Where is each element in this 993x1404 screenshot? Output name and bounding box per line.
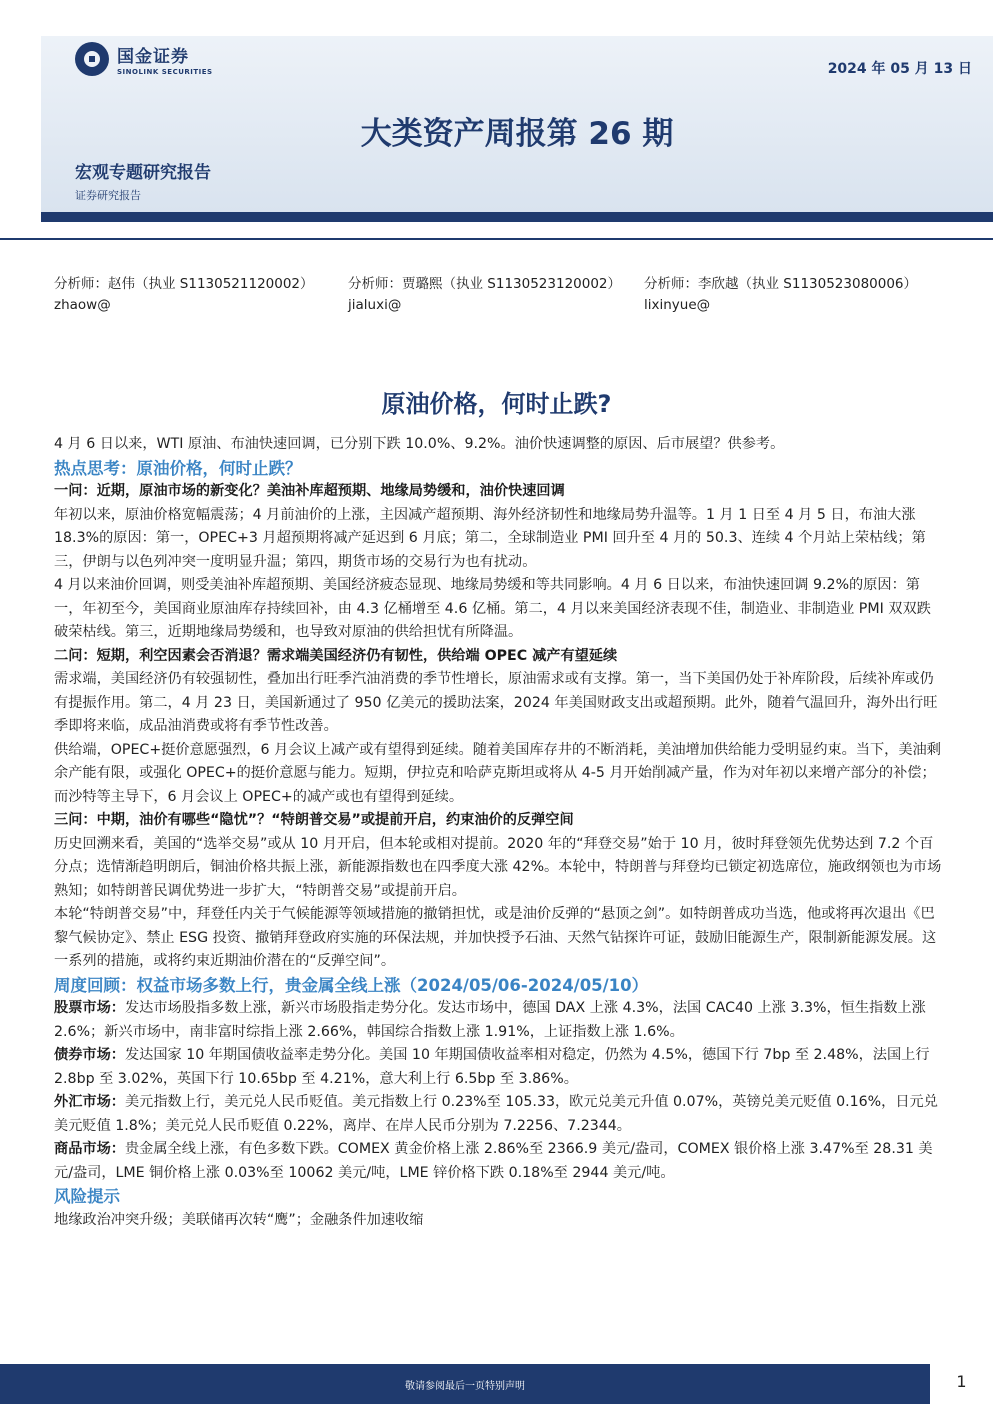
analyst-3 bbox=[644, 274, 917, 316]
analyst-email[interactable]: zhaow@ bbox=[54, 297, 111, 313]
document-type: 证券研究报告 bbox=[75, 189, 141, 202]
footer-disclaimer: 敬请参阅最后一页特别声明 bbox=[405, 1381, 525, 1392]
commodity-market-label: 商品市场： bbox=[54, 1141, 125, 1157]
fx-market-label: 外汇市场： bbox=[54, 1094, 125, 1110]
analyst-2 bbox=[348, 274, 621, 316]
bond-market-paragraph bbox=[54, 1044, 944, 1091]
analyst-name: 分析师：李欣越（执业 S1130523080006） bbox=[644, 276, 918, 292]
bond-market-label: 债券市场： bbox=[54, 1047, 125, 1063]
report-date: 2024 年 05 月 13 日 bbox=[827, 61, 972, 77]
question-2-paragraph-2: 供给端，OPEC+挺价意愿强烈，6 月会议上减产或有望得到延续。随着美国库存井的不断消耗，美油增加供给能力受明显约束。当下，美油剩余产能有限，或强化 OPEC+的挺价意愿与能力。短期，伊拉克和哈萨克斯坦或将从 4-5 月开始削减产量，作为对年初以来增产部分的补偿；而沙特等主导下，6 月会议上 OPEC+的减产或也有望得到延续。 bbox=[54, 741, 941, 805]
hot-topic-heading: 热点思考：原油价格，何时止跌？ bbox=[54, 458, 302, 478]
report-subtitle: 宏观专题研究报告 bbox=[75, 163, 211, 183]
header-panel bbox=[41, 36, 993, 212]
analyst-name: 分析师：赵伟（执业 S1130521120002） bbox=[54, 276, 314, 292]
risk-heading: 风险提示 bbox=[54, 1187, 120, 1206]
commodity-market-text: 贵金属全线上涨，有色多数下跌。COMEX 黄金价格上涨 2.86%至 2366.9 美元/盎司，COMEX 银价格上涨 3.47%至 28.31 美元/盎司，LME 铜价格上涨 0.03%至 10062 美元/吨，LME 锌价格下跌 0.18%至 2944 美元/吨。 bbox=[54, 1141, 933, 1181]
page-number: 1 bbox=[956, 1372, 967, 1391]
question-1-paragraph-2: 4 月以来油价回调，则受美油补库超预期、美国经济疲态显现、地缘局势缓和等共同影响。4 月 6 日以来，布油快速回调 9.2%的原因：第一，年初至今，美国商业原油库存持续回补，由 4.3 亿桶增至 4.6 亿桶。第二，4 月以来美国经济表现不佳，制造业、非制造业 PMI 双双跌破荣枯线。第三，近期地缘局势缓和，也导致对原油的供给担忧有所降温。 bbox=[54, 577, 931, 640]
question-1-heading: 一问：近期，原油市场的新变化？美油补库超预期、地缘局势缓和，油价快速回调 bbox=[54, 483, 565, 499]
question-3-paragraph-1: 历史回溯来看，美国的“选举交易”或从 10 月开启，但本轮或相对提前。2020 年的“拜登交易”始于 10 月，彼时拜登领先优势达到 7.2 个百分点；选情渐趋明朗后，铜油价格共振上涨，新能源指数也在四季度大涨 42%。本轮中，特朗普与拜登均已锁定初选席位，施政纲领也为市场熟知；如特朗普民调优势进一步扩大，“特朗普交易”或提前开启。 bbox=[54, 835, 942, 899]
bond-market-text: 发达国家 10 年期国债收益率走势分化。美国 10 年期国债收益率相对稳定，仍然为 4.5%，德国下行 7bp 至 2.48%，法国上行 2.8bp 至 3.02%，英国下行 10.65bp 至 4.21%，意大利上行 6.5bp 至 3.86%。 bbox=[54, 1047, 930, 1087]
intro-paragraph: 4 月 6 日以来，WTI 原油、布油快速回调，已分别下跌 10.0%、9.2%。油价快速调整的原因、后市展望？供参考。 bbox=[54, 436, 785, 452]
company-logo bbox=[75, 42, 213, 76]
logo-en-text: SINOLINK SECURITIES bbox=[117, 68, 213, 76]
analyst-1 bbox=[54, 274, 314, 316]
question-1-paragraph-1: 年初以来，原油价格宽幅震荡；4 月前油价的上涨，主因减产超预期、海外经济韧性和地缘局势升温等。1 月 1 日至 4 月 5 日，布油大涨 18.3%的原因：第一，OPEC+3 月超预期将减产延迟到 6 月底；第二，全球制造业 PMI 回升至 4 月的 50.3、连续 4 个月站上荣枯线；第三，伊朗与以色列冲突一度明显升温；第四，期货市场的交易行为也有扰动。 bbox=[54, 506, 926, 570]
header-divider bbox=[0, 238, 993, 240]
analyst-name: 分析师：贾璐熙（执业 S1130523120002） bbox=[348, 276, 622, 292]
fx-market-paragraph bbox=[54, 1091, 944, 1138]
question-2-heading: 二问：短期，利空因素会否消退？需求端美国经济仍有韧性，供给端 OPEC 减产有望延续 bbox=[54, 647, 618, 664]
analyst-email[interactable]: lixinyue@ bbox=[644, 297, 711, 313]
commodity-market-paragraph bbox=[54, 1138, 944, 1185]
article-body bbox=[54, 433, 944, 1232]
report-title: 大类资产周报第 26 期 bbox=[360, 116, 674, 152]
risk-paragraph: 地缘政治冲突升级；美联储再次转“鹰”；金融条件加速收缩 bbox=[54, 1211, 424, 1228]
logo-icon bbox=[75, 42, 109, 76]
question-2-paragraph-1: 需求端，美国经济仍有较强韧性，叠加出行旺季汽油消费的季节性增长，原油需求或有支撑。第一，当下美国仍处于补库阶段，后续补库或仍有提振作用。第二，4 月 23 日，美国新通过了 950 亿美元的援助法案，2024 年美国财政支出或超预期。此外，随着气温回升，海外出行旺季即将来临，成品油消费或将有季节性改善。 bbox=[54, 671, 938, 734]
report-header bbox=[41, 36, 993, 222]
equity-market-label: 股票市场： bbox=[54, 1000, 125, 1016]
weekly-review-heading: 周度回顾：权益市场多数上行，贵金属全线上涨（2024/05/06-2024/05/10） bbox=[54, 975, 649, 995]
question-3-heading: 三问：中期，油价有哪些“隐忧”？“特朗普交易”或提前开启，约束油价的反弹空间 bbox=[54, 812, 574, 828]
equity-market-text: 发达市场股指多数上涨，新兴市场股指走势分化。发达市场中，德国 DAX 上涨 4.3%，法国 CAC40 上涨 3.3%，恒生指数上涨 2.6%；新兴市场中，南非富时综指上涨 2.66%，韩国综合指数上涨 1.91%，上证指数上涨 1.6%。 bbox=[54, 1000, 926, 1040]
fx-market-text: 美元指数上行，美元兑人民币贬值。美元指数上行 0.23%至 105.33，欧元兑美元升值 0.07%，英镑兑美元贬值 0.16%，日元兑美元贬值 1.8%；美元兑人民币贬值 0.22%，离岸、在岸人民币分别为 7.2256、7.2344。 bbox=[54, 1094, 938, 1134]
equity-market-paragraph bbox=[54, 997, 944, 1044]
question-3-paragraph-2: 本轮“特朗普交易”中，拜登任内关于气候能源等领域措施的撤销担忧，或是油价反弹的“悬顶之剑”。如特朗普成功当选，他或将再次退出《巴黎气候协定》、禁止 ESG 投资、撤销拜登政府实施的环保法规，并加快授予石油、天然气钻探许可证，鼓励旧能源生产，限制新能源发展。这一系列的措施，或将约束近期油价潜在的“反弹空间”。 bbox=[54, 906, 937, 969]
analyst-email[interactable]: jialuxi@ bbox=[348, 297, 402, 313]
article-title: 原油价格，何时止跌? bbox=[381, 390, 612, 418]
logo-cn-text: 国金证券 bbox=[117, 47, 189, 67]
